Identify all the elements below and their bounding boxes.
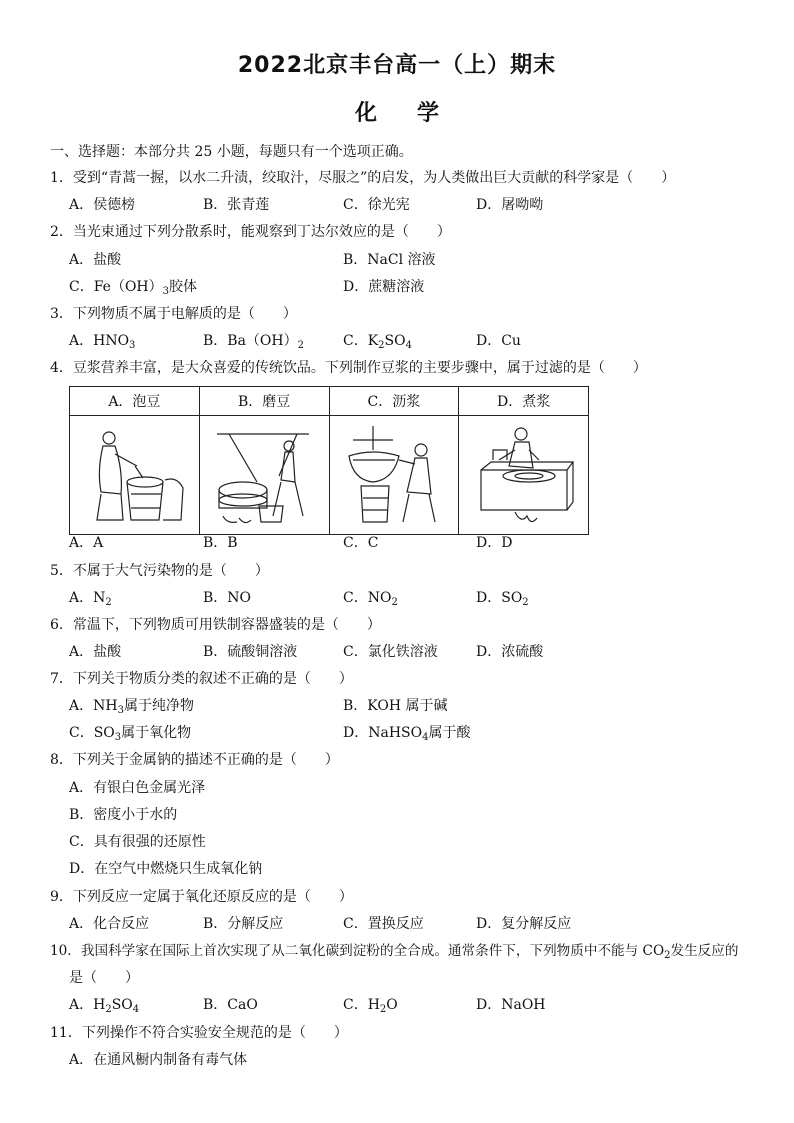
step-image-grind — [199, 416, 329, 535]
step-header-grind: B．磨豆 — [199, 387, 329, 416]
q2-stem: 2．当光束通过下列分散系时，能观察到丁达尔效应的是（ ） — [50, 224, 451, 240]
q9-option-d: D．复分解反应 — [476, 916, 572, 932]
q1-option-d: D．屠呦呦 — [476, 197, 544, 213]
q5-option-b: B．NO — [203, 590, 252, 606]
q2-option-b: B．NaCl 溶液 — [343, 252, 436, 268]
q8-stem: 8．下列关于金属钠的描述不正确的是（ ） — [50, 752, 339, 768]
q10-option-d: D．NaOH — [476, 997, 546, 1013]
q1-option-a: A．侯德榜 — [69, 197, 136, 213]
q2-option-a: A．盐酸 — [69, 252, 122, 268]
q10-stem-continued: 是（ ） — [69, 970, 139, 986]
q6-option-c: C．氯化铁溶液 — [343, 644, 438, 660]
page-title: 2022北京丰台高一（上）期末 — [237, 53, 557, 78]
q8-option-a: A．有银白色金属光泽 — [69, 780, 206, 796]
step-image-boil — [459, 416, 589, 535]
step-header-boil: D．煮浆 — [459, 387, 589, 416]
step-image-drain — [329, 416, 459, 535]
step-header-drain: C．沥浆 — [329, 387, 459, 416]
q8-option-c: C．具有很强的还原性 — [69, 834, 206, 850]
soymilk-steps-table — [69, 386, 589, 535]
q3-option-b: B．$Ba(OH)_2$ — [203, 333, 304, 351]
section-heading: 一、选择题：本部分共 25 小题，每题只有一个选项正确。 — [50, 144, 413, 160]
q4-option-d: D．D — [476, 535, 513, 551]
q4-option-b: B．B — [203, 535, 238, 551]
q9-stem: 9．下列反应一定属于氧化还原反应的是（ ） — [50, 889, 353, 905]
step-image-soak — [70, 416, 200, 535]
subject-title: 化学 — [354, 101, 479, 126]
q1-stem: 1．受到“青蒿一握，以水二升渍，绞取汁，尽服之”的启发，为人类做出巨大贡献的科学家是（ ） — [50, 170, 676, 186]
q3-option-d: D．Cu — [476, 333, 521, 349]
q7-option-c: C．$SO_3$属于氧化物 — [69, 725, 192, 743]
boiling-slurry-illustration — [469, 420, 579, 530]
q6-stem: 6．常温下，下列物质可用铁制容器盛装的是（ ） — [50, 617, 381, 633]
soaking-beans-illustration — [79, 420, 189, 530]
q9-option-c: C．置换反应 — [343, 916, 424, 932]
q3-option-c: C．$K_2SO_4$ — [343, 333, 412, 351]
q8-option-d: D．在空气中燃烧只生成氧化钠 — [69, 861, 263, 877]
q10-stem: 10．我国科学家在国际上首次实现了从二氧化碳到淀粉的全合成。通常条件下，下列物质中不能与 $CO_2$发生反应的 — [50, 943, 739, 961]
q2-option-d: D．蔗糖溶液 — [343, 279, 425, 295]
q10-option-b: B．CaO — [203, 997, 258, 1013]
q5-option-c: C．$NO_2$ — [343, 590, 398, 608]
q7-option-b: B．KOH 属于碱 — [343, 698, 448, 714]
q9-option-a: A．化合反应 — [69, 916, 150, 932]
q3-option-a: A．$HNO_3$ — [69, 333, 136, 351]
q7-stem: 7．下列关于物质分类的叙述不正确的是（ ） — [50, 671, 353, 687]
q1-option-b: B．张青莲 — [203, 197, 270, 213]
q7-option-d: D．NaHSO$_4$属于酸 — [343, 725, 471, 743]
grinding-beans-illustration — [209, 420, 319, 530]
step-header-soak: A．泡豆 — [70, 387, 200, 416]
q4-option-a: A．A — [69, 535, 104, 551]
q8-option-b: B．密度小于水的 — [69, 807, 178, 823]
q11-option-a: A．在通风橱内制备有毒气体 — [69, 1052, 248, 1068]
q2-option-c: C．$Fe(OH)_3$胶体 — [69, 279, 198, 297]
q10-option-a: A．$H_2SO_4$ — [69, 997, 140, 1015]
q9-option-b: B．分解反应 — [203, 916, 284, 932]
q6-option-b: B．硫酸铜溶液 — [203, 644, 298, 660]
q6-option-a: A．盐酸 — [69, 644, 122, 660]
q1-option-c: C．徐光宪 — [343, 197, 410, 213]
q10-option-c: C．$H_2O$ — [343, 997, 398, 1015]
q4-stem: 4．豆浆营养丰富，是大众喜爱的传统饮品。下列制作豆浆的主要步骤中，属于过滤的是（ ） — [50, 360, 647, 376]
draining-slurry-illustration — [339, 420, 449, 530]
q11-stem: 11．下列操作不符合实验安全规范的是（ ） — [50, 1025, 348, 1041]
q5-option-a: A．$N_2$ — [69, 590, 112, 608]
q4-option-c: C．C — [343, 535, 379, 551]
q5-stem: 5．不属于大气污染物的是（ ） — [50, 563, 269, 579]
q7-option-a: A．$NH_3$属于纯净物 — [69, 698, 194, 716]
q6-option-d: D．浓硫酸 — [476, 644, 544, 660]
q3-stem: 3．下列物质不属于电解质的是（ ） — [50, 306, 297, 322]
q5-option-d: D．$SO_2$ — [476, 590, 529, 608]
